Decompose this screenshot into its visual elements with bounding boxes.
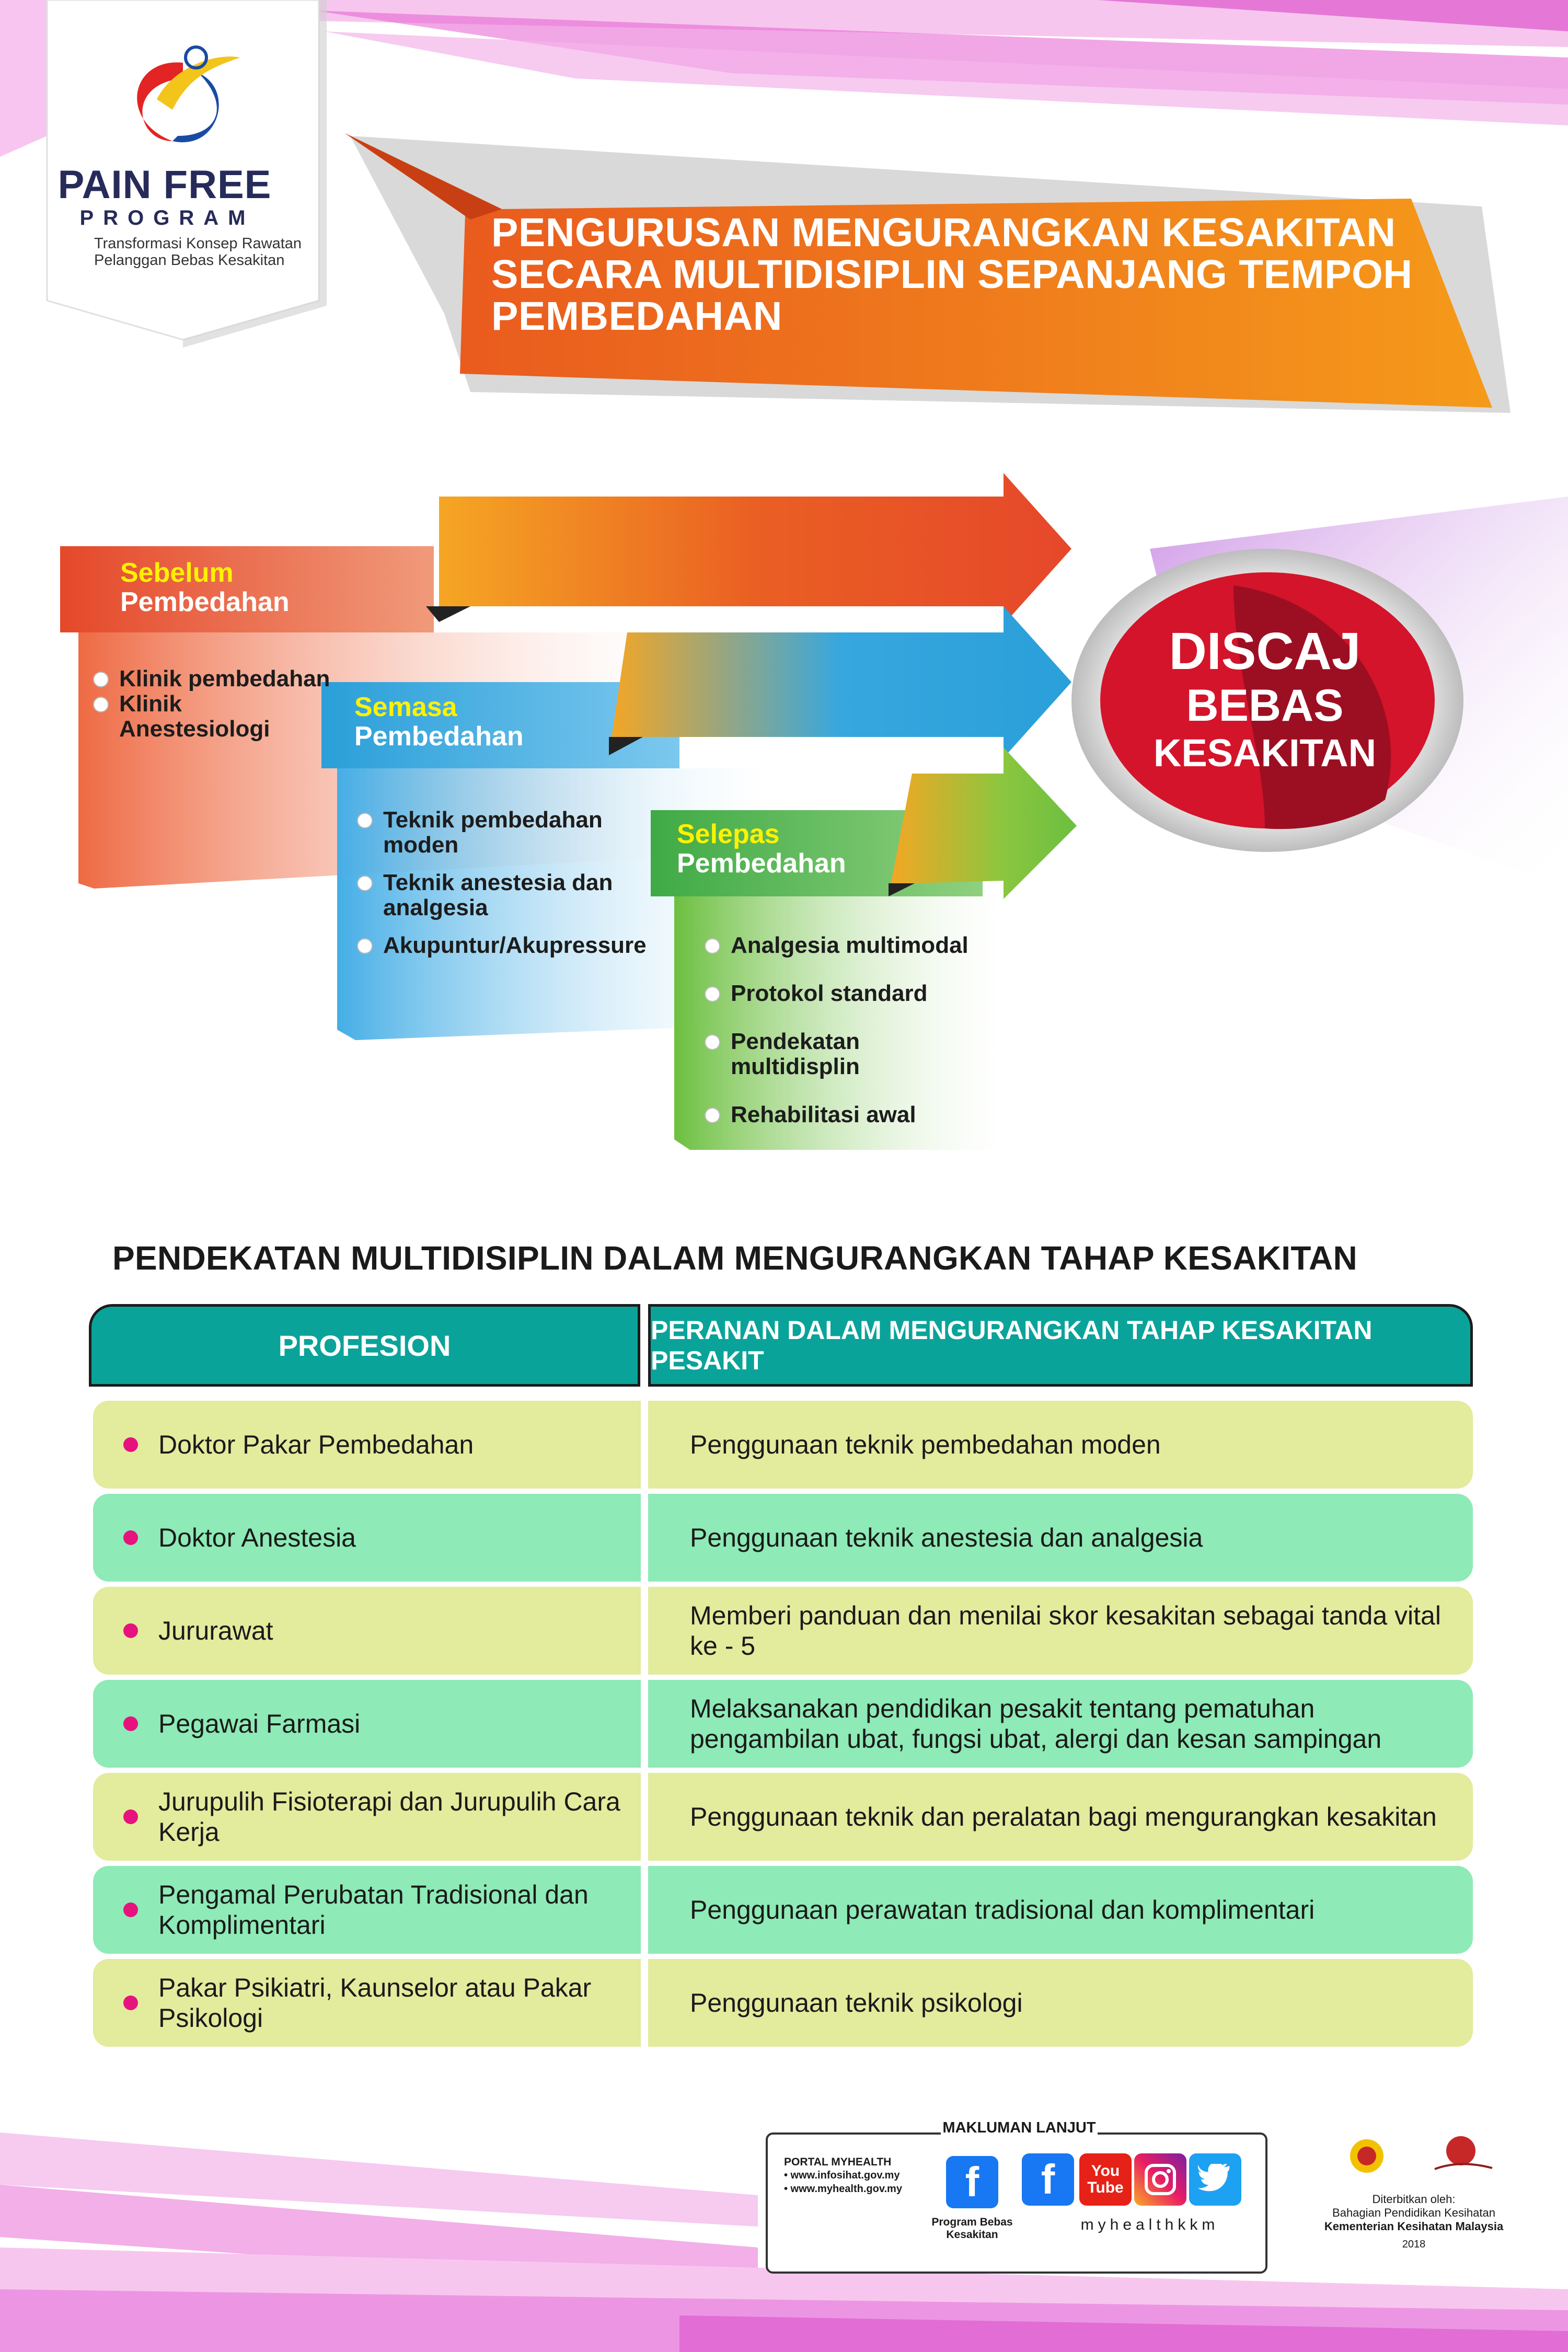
list-item: Akupuntur/Akupressure <box>353 933 645 958</box>
publisher-dept: Bahagian Pendidikan Kesihatan <box>1332 2206 1495 2219</box>
table-cell-profession <box>93 1587 641 1675</box>
youtube-text-2: Tube <box>1087 2179 1124 2196</box>
publication-year: 2018 <box>1402 2239 1426 2250</box>
youtube-icon[interactable] <box>1079 2153 1132 2206</box>
role-text: Melaksanakan pendidikan pesakit tentang pematuhan pengambilan ubat, fungsi ubat, alergi dan kesan sampingan <box>690 1694 1382 1754</box>
table-cell-role <box>648 1866 1473 1954</box>
instagram-icon[interactable] <box>1134 2153 1186 2206</box>
page-title <box>491 212 1432 337</box>
stage-during-list <box>353 808 645 958</box>
table-cell-role <box>648 1773 1473 1861</box>
table-cell-role <box>648 1680 1473 1768</box>
stage-after-list <box>700 933 993 1127</box>
title-line1: PENGURUSAN MENGURANGKAN KESAKITAN <box>491 210 1396 255</box>
discharge-line2: BEBAS <box>1186 681 1344 731</box>
logo-tagline-line2: Pelanggan Bebas Kesakitan <box>94 252 285 269</box>
logo-tagline <box>94 235 314 269</box>
list-item: Pendekatan multidisplin <box>700 1029 993 1079</box>
table-cell-role <box>648 1587 1473 1675</box>
table-cell-profession <box>93 1494 641 1582</box>
list-item: Klinik Anestesiologi <box>89 691 335 742</box>
list-item: Teknik anestesia dan analgesia <box>353 870 645 920</box>
profession-text: Pegawai Farmasi <box>158 1709 361 1738</box>
stage-during-heading <box>354 693 524 751</box>
portal-label: PORTAL MYHEALTH <box>784 2156 892 2168</box>
role-text: Penggunaan teknik anestesia dan analgesia <box>690 1523 1203 1552</box>
discharge-line1: DISCAJ <box>1169 622 1361 681</box>
discharge-line3: KESAKITAN <box>1153 731 1377 775</box>
portal-info <box>784 2156 902 2196</box>
publisher-ministry: Kementerian Kesihatan Malaysia <box>1324 2220 1504 2233</box>
logo-subtitle: PROGRAM <box>79 206 255 229</box>
table-cell-profession <box>93 1959 641 2047</box>
facebook-icon[interactable]: f <box>946 2156 998 2208</box>
kkm-logo-icon <box>1446 2136 1475 2165</box>
published-label: Diterbitkan oleh: <box>1372 2193 1456 2206</box>
table-cell-profession <box>93 1773 641 1861</box>
profession-text: Pakar Psikiatri, Kaunselor atau Pakar Psikologi <box>158 1973 592 2033</box>
table-cell-role <box>648 1494 1473 1582</box>
publisher-logos <box>1330 2132 1503 2190</box>
stage-during-sub: Pembedahan <box>354 721 524 752</box>
facebook-page-label: Program Bebas Kesakitan <box>931 2216 1013 2241</box>
role-text: Penggunaan teknik psikologi <box>690 1988 1023 2017</box>
stage-before-label: Sebelum <box>120 558 234 588</box>
stage-after-sub: Pembedahan <box>677 848 846 879</box>
table-cell-profession <box>93 1866 641 1954</box>
list-item: Teknik pembedahan moden <box>353 808 645 858</box>
stage-during-label: Semasa <box>354 692 457 722</box>
stage-after-label: Selepas <box>677 819 780 849</box>
instagram-glyph <box>1142 2161 1179 2198</box>
table-header-profession: PROFESION <box>89 1304 640 1387</box>
list-item: Protokol standard <box>700 981 993 1006</box>
title-line2: SECARA MULTIDISIPLIN SEPANJANG TEMPOH <box>491 252 1413 297</box>
list-item: Rehabilitasi awal <box>700 1102 993 1127</box>
profession-text: Jururawat <box>158 1616 273 1645</box>
portal-link-myhealth[interactable]: • www.myhealth.gov.my <box>784 2183 902 2195</box>
list-item: Analgesia multimodal <box>700 933 993 958</box>
table-header-role: PERANAN DALAM MENGURANGKAN TAHAP KESAKITAN PESAKIT <box>648 1304 1473 1387</box>
social-handle: myhealthkkm <box>1080 2216 1219 2233</box>
info-box-title: MAKLUMAN LANJUT <box>941 2119 1098 2137</box>
table-cell-profession <box>93 1401 641 1489</box>
stage-after-heading <box>677 820 846 878</box>
table-cell-profession <box>93 1680 641 1768</box>
facebook-icon[interactable]: f <box>1022 2153 1074 2206</box>
role-text: Memberi panduan dan menilai skor kesakitan sebagai tanda vital ke - 5 <box>690 1601 1441 1661</box>
profession-text: Pengamal Perubatan Tradisional dan Komplimentari <box>158 1880 589 1940</box>
table-cell-role <box>648 1401 1473 1489</box>
stage-before-list <box>89 666 335 742</box>
role-text: Penggunaan perawatan tradisional dan komplimentari <box>690 1895 1315 1924</box>
role-text: Penggunaan teknik dan peralatan bagi mengurangkan kesakitan <box>690 1802 1437 1831</box>
title-line3: PEMBEDAHAN <box>491 294 782 339</box>
profession-text: Jurupulih Fisioterapi dan Jurupulih Cara Kerja <box>158 1787 620 1847</box>
publisher-info <box>1283 2193 1544 2251</box>
profession-text: Doktor Pakar Pembedahan <box>158 1430 474 1459</box>
stage-before-sub: Pembedahan <box>120 587 290 617</box>
logo-tagline-line1: Transformasi Konsep Rawatan <box>94 235 302 252</box>
discharge-badge <box>1085 562 1445 823</box>
section-title: PENDEKATAN MULTIDISIPLIN DALAM MENGURANGKAN TAHAP KESAKITAN <box>112 1239 1358 1277</box>
profession-text: Doktor Anestesia <box>158 1523 356 1552</box>
stage-before-heading <box>120 558 290 617</box>
portal-link-infosihat[interactable]: • www.infosihat.gov.my <box>784 2170 900 2181</box>
twitter-icon[interactable] <box>1189 2153 1241 2206</box>
twitter-glyph <box>1197 2164 1233 2195</box>
youtube-text-1: You <box>1091 2162 1120 2180</box>
list-item: Klinik pembedahan <box>89 666 335 691</box>
table-cell-role <box>648 1959 1473 2047</box>
role-text: Penggunaan teknik pembedahan moden <box>690 1430 1161 1459</box>
logo-title: PAIN FREE <box>57 163 272 207</box>
